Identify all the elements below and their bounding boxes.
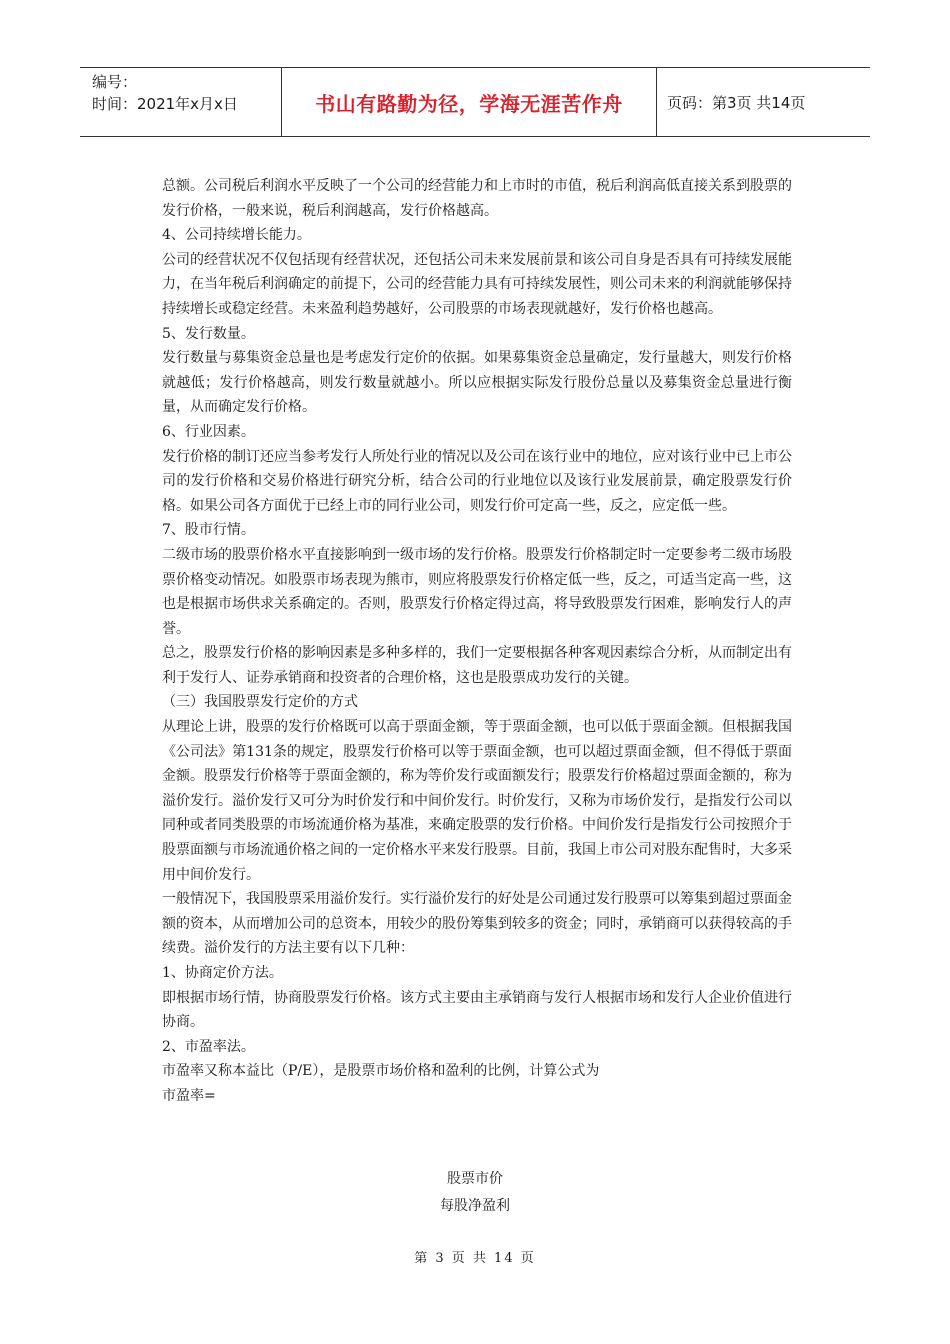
paragraph: 从理论上讲，股票的发行价格既可以高于票面金额，等于票面金额，也可以低于票面金额。但根据我国《公司法》第131条的规定，股票发行价格可以等于票面金额，也可以超过票面金额，但不得低于票面金额。股票发行价格等于票面金额的，称为等价发行或面额发行；股票发行价格超过票面金额的，称为溢价发行。溢价发行又可分为时价发行和中间价发行。时价发行，又称为市场价发行，是指发行公司以同种或者同类股票的市场流通价格为基准，来确定股票的发行价格。中间价发行是指发行公司按照介于股票面额与市场流通价格之间的一定价格水平来发行股票。目前，我国上市公司对股东配售时，大多采用中间价发行。 bbox=[162, 719, 792, 883]
body-text bbox=[162, 174, 792, 1109]
paragraph: 发行价格的制订还应当参考发行人所处行业的情况以及公司在该行业中的地位，应对该行业中已上市公司的发行价格和交易价格进行研究分析，结合公司的行业地位以及该行业发展前景，确定股票发行价格。如果公司各方面优于已经上市的同行业公司，则发行价可定高一些，反之，应定低一些。 bbox=[162, 448, 792, 514]
section-heading: 2、市盈率法。 bbox=[162, 1038, 255, 1055]
doc-date-label: 时间：2021年x月x日 bbox=[92, 95, 238, 113]
page-footer: 第 3 页 共 14 页 bbox=[414, 1251, 536, 1266]
paragraph: 总之，股票发行价格的影响因素是多种多样的，我们一定要根据各种客观因素综合分析，从而制定出有利于发行人、证券承销商和投资者的合理价格，这也是股票成功发行的关键。 bbox=[162, 645, 792, 686]
paragraph: 总额。公司税后利润水平反映了一个公司的经营能力和上市时的市值，税后利润高低直接关系到股票的发行价格，一般来说，税后利润越高，发行价格越高。 bbox=[162, 178, 792, 219]
formula-numerator: 股票市价 bbox=[447, 1171, 503, 1187]
section-heading: 4、公司持续增长能力。 bbox=[162, 227, 311, 244]
section-heading: 1、协商定价方法。 bbox=[162, 965, 283, 981]
header-motto: 书山有路勤为径，学海无涯苦作舟 bbox=[282, 68, 657, 136]
section-heading: 7、股市行情。 bbox=[162, 522, 255, 539]
formula-denominator: 每股净盈利 bbox=[440, 1198, 510, 1214]
paragraph: 一般情况下，我国股票采用溢价发行。实行溢价发行的好处是公司通过发行股票可以筹集到超过票面金额的资本，从而增加公司的总资本，用较少的股份筹集到较多的资金；同时，承销商可以获得较高的手续费。溢价发行的方法主要有以下几种： bbox=[162, 891, 792, 957]
paragraph: 市盈率又称本益比（P/E），是股票市场价格和盈利的比例，计算公式为 bbox=[162, 1063, 600, 1080]
header-page-info: 页码：第3页 共14页 bbox=[667, 93, 806, 112]
header-meta bbox=[80, 68, 282, 136]
paragraph: 发行数量与募集资金总量也是考虑发行定价的依据。如果募集资金总量确定，发行量越大，则发行价格就越低；发行价格越高，则发行数量就越小。所以应根据实际发行股份总量以及募集资金总量进行衡量，从而确定发行价格。 bbox=[162, 350, 792, 416]
paragraph: 二级市场的股票价格水平直接影响到一级市场的发行价格。股票发行价格制定时一定要参考二级市场股票价格变动情况。如股票市场表现为熊市，则应将股票发行价格定低一些，反之，可适当定高一些，这也是根据市场供求关系确定的。否则，股票发行价格定得过高，将导致股票发行困难，影响发行人的声誉。 bbox=[162, 546, 792, 637]
doc-number-label: 编号： bbox=[92, 73, 138, 91]
section-heading: 6、行业因素。 bbox=[162, 423, 255, 440]
paragraph: 公司的经营状况不仅包括现有经营状况，还包括公司未来发展前景和该公司自身是否具有可持续发展能力，在当年税后利润确定的前提下，公司的经营能力具有可持续发展性，则公司未来的利润就能够保持持续增长或稳定经营。未来盈利趋势越好，公司股票的市场表现就越好，发行价格也越高。 bbox=[162, 251, 792, 317]
page-header bbox=[80, 67, 870, 137]
section-heading: 5、发行数量。 bbox=[162, 325, 255, 342]
paragraph: 即根据市场行情，协商股票发行价格。该方式主要由主承销商与发行人根据市场和发行人企业价值进行协商。 bbox=[162, 989, 792, 1031]
formula-label: 市盈率= bbox=[162, 1087, 216, 1104]
section-heading: （三）我国股票发行定价的方式 bbox=[162, 694, 358, 711]
